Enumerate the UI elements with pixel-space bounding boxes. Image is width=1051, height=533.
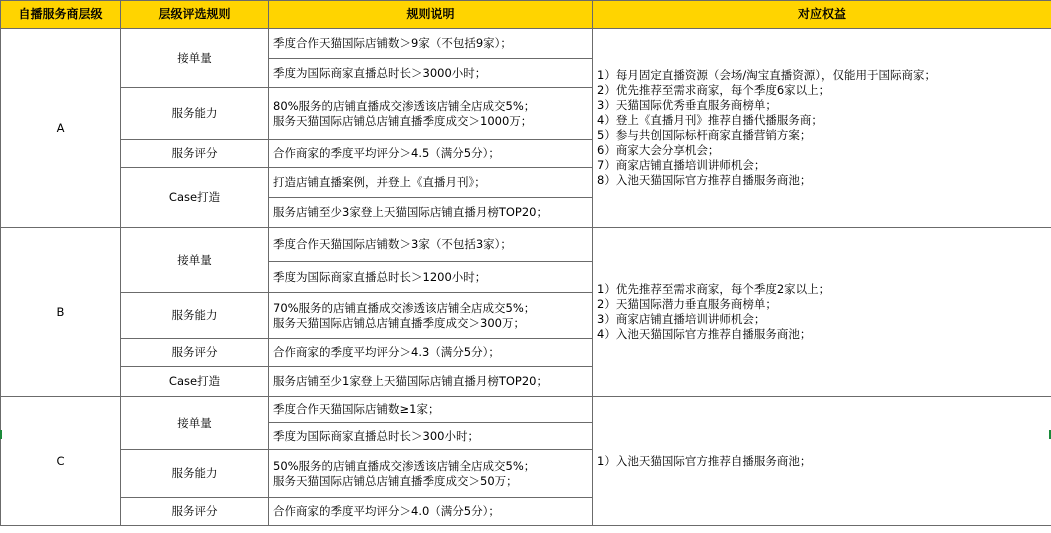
level-cell[interactable]: B	[1, 228, 121, 397]
criteria-cell[interactable]: 接单量	[121, 397, 269, 450]
benefits-cell[interactable]	[593, 29, 1051, 228]
cell-text-line: 合作商家的季度平均评分＞4.3（满分5分）；	[273, 345, 500, 359]
rule-cell[interactable]	[269, 88, 593, 140]
rule-cell[interactable]	[269, 293, 593, 339]
cell-text-line: 1）每月固定直播资源（会场/淘宝直播资源），仅能用于国际商家；	[597, 68, 936, 82]
rule-cell[interactable]	[269, 262, 593, 293]
header-row	[1, 1, 1051, 29]
criteria-cell[interactable]: Case打造	[121, 168, 269, 228]
cell-text-line: 服务店铺至少3家登上天猫国际店铺直播月榜TOP20；	[273, 205, 548, 219]
cell-text-line: 2）天猫国际潜力垂直服务商榜单；	[597, 297, 777, 311]
cell-text-line: 服务店铺至少1家登上天猫国际店铺直播月榜TOP20；	[273, 374, 548, 388]
rule-cell[interactable]	[269, 168, 593, 198]
header-rule-description[interactable]: 规则说明	[269, 1, 593, 29]
rule-cell[interactable]	[269, 397, 593, 423]
level-cell[interactable]: C	[1, 397, 121, 526]
cell-text-line: 5）参与共创国际标杆商家直播营销方案；	[597, 128, 812, 142]
cell-text-line: 4）登上《直播月刊》推荐自播代播服务商；	[597, 113, 823, 127]
cell-text-line: 2）优先推荐至需求商家，每个季度6家以上；	[597, 83, 831, 97]
rule-cell[interactable]	[269, 140, 593, 168]
cell-text-line: 8）入池天猫国际官方推荐自播服务商池；	[597, 173, 812, 187]
rule-cell[interactable]	[269, 228, 593, 262]
cell-text-line: 1）优先推荐至需求商家，每个季度2家以上；	[597, 282, 831, 296]
rule-cell[interactable]	[269, 198, 593, 228]
criteria-cell[interactable]: 服务能力	[121, 293, 269, 339]
cell-text-line: 季度合作天猫国际店铺数＞9家（不包括9家）；	[273, 36, 512, 50]
header-benefits[interactable]: 对应权益	[593, 1, 1051, 29]
cell-text-line: 6）商家大会分享机会；	[597, 143, 720, 157]
rule-cell[interactable]	[269, 450, 593, 498]
criteria-cell[interactable]: 服务能力	[121, 450, 269, 498]
level-cell[interactable]: A	[1, 29, 121, 228]
rule-cell[interactable]	[269, 59, 593, 88]
cell-text-line: 70%服务的店铺直播成交渗透该店铺全店成交5%；	[273, 300, 536, 315]
cell-text-line: 合作商家的季度平均评分＞4.0（满分5分）；	[273, 504, 500, 518]
rule-cell[interactable]	[269, 339, 593, 367]
cell-text-line: 季度为国际商家直播总时长＞300小时；	[273, 428, 479, 443]
cell-text-line: 服务天猫国际店铺总店铺直播季度成交＞300万；	[273, 315, 525, 330]
criteria-cell[interactable]: 服务评分	[121, 140, 269, 168]
criteria-cell[interactable]: 服务能力	[121, 88, 269, 140]
benefits-cell[interactable]	[593, 228, 1051, 397]
rule-cell[interactable]	[269, 423, 593, 450]
table-row	[1, 228, 1051, 262]
cell-text-line: 4）入池天猫国际官方推荐自播服务商池；	[597, 327, 812, 341]
header-criteria[interactable]: 层级评选规则	[121, 1, 269, 29]
cell-text-line: 7）商家店铺直播培训讲师机会；	[597, 158, 766, 172]
rule-cell[interactable]	[269, 498, 593, 526]
cell-text-line: 季度合作天猫国际店铺数≥1家；	[273, 402, 440, 416]
criteria-cell[interactable]: 服务评分	[121, 498, 269, 526]
cell-text-line: 服务天猫国际店铺总店铺直播季度成交＞50万；	[273, 473, 518, 488]
cell-text-line: 服务天猫国际店铺总店铺直播季度成交＞1000万；	[273, 113, 533, 128]
cell-text-line: 季度为国际商家直播总时长＞1200小时；	[273, 269, 487, 284]
cell-text-line: 打造店铺直播案例，并登上《直播月刊》；	[273, 175, 486, 189]
criteria-cell[interactable]: 接单量	[121, 29, 269, 88]
criteria-cell[interactable]: Case打造	[121, 367, 269, 397]
header-level[interactable]: 自播服务商层级	[1, 1, 121, 29]
criteria-cell[interactable]: 接单量	[121, 228, 269, 293]
cell-text-line: 合作商家的季度平均评分＞4.5（满分5分）；	[273, 146, 500, 160]
cell-text-line: 季度合作天猫国际店铺数＞3家（不包括3家）；	[273, 237, 512, 251]
benefits-cell[interactable]	[593, 397, 1051, 526]
rule-cell[interactable]	[269, 29, 593, 59]
cell-text-line: 3）天猫国际优秀垂直服务商榜单；	[597, 98, 777, 112]
cell-text-line: 季度为国际商家直播总时长＞3000小时；	[273, 65, 487, 80]
cell-text-line: 80%服务的店铺直播成交渗透该店铺全店成交5%；	[273, 98, 536, 113]
table-body	[1, 29, 1051, 526]
table-row	[1, 29, 1051, 59]
table-row	[1, 397, 1051, 423]
cell-text-line: 3）商家店铺直播培训讲师机会；	[597, 312, 766, 326]
cell-text-line: 50%服务的店铺直播成交渗透该店铺全店成交5%；	[273, 458, 536, 473]
rule-cell[interactable]	[269, 367, 593, 397]
cell-text-line: 1）入池天猫国际官方推荐自播服务商池；	[597, 453, 812, 468]
row-marker-left	[0, 430, 2, 439]
criteria-cell[interactable]: 服务评分	[121, 339, 269, 367]
